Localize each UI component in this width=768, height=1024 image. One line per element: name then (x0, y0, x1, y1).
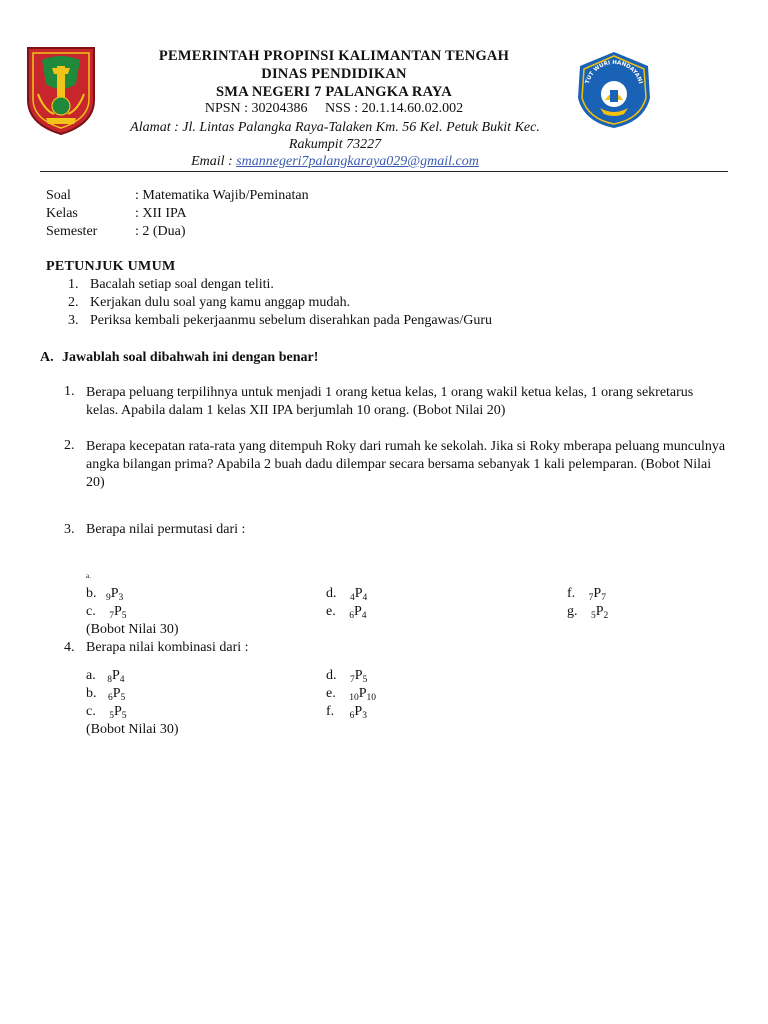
option-symbol: P (358, 686, 367, 701)
letterhead-divider (40, 171, 728, 172)
option-r: 5 (362, 675, 368, 685)
info-semester-label: Semester (46, 224, 98, 239)
q3-option-g (567, 604, 608, 620)
question-4-bobot: (Bobot Nilai 30) (86, 722, 179, 737)
option-r: 5 (121, 711, 127, 721)
question-2-number: 2. (64, 438, 75, 453)
option-letter: b. (86, 686, 97, 701)
option-n: 10 (349, 693, 359, 703)
option-letter: a. (86, 668, 96, 683)
email-label: Email : (191, 154, 233, 169)
option-r: 4 (362, 593, 368, 603)
option-r: 3 (118, 593, 124, 603)
option-symbol: P (593, 586, 602, 601)
option-letter: b. (86, 586, 97, 601)
option-n: 9 (106, 593, 111, 603)
q4-option-f (326, 704, 367, 720)
question-4-number: 4. (64, 640, 75, 655)
option-letter: f. (567, 586, 576, 601)
petunjuk-num-3: 3. (68, 313, 79, 328)
option-letter: f. (326, 704, 335, 719)
option-n: 5 (591, 611, 596, 621)
option-r: 4 (119, 675, 125, 685)
option-n: 6 (108, 693, 113, 703)
option-letter: c. (86, 604, 96, 619)
petunjuk-title: PETUNJUK UMUM (46, 259, 176, 274)
info-soal-value: : Matematika Wajib/Peminatan (135, 188, 309, 203)
question-3-tiny-a: a. (86, 572, 91, 580)
q3-option-e (326, 604, 367, 620)
petunjuk-item-3: Periksa kembali pekerjaanmu sebelum diserahkan pada Pengawas/Guru (90, 313, 492, 328)
petunjuk-num-2: 2. (68, 295, 79, 310)
q4-option-d (326, 668, 367, 684)
section-a-label: A. (40, 350, 54, 365)
info-soal-label: Soal (46, 188, 71, 203)
option-symbol: P (354, 704, 363, 719)
option-symbol: P (354, 668, 363, 683)
option-r: 2 (603, 611, 609, 621)
option-symbol: P (111, 668, 120, 683)
question-3-bobot: (Bobot Nilai 30) (86, 622, 179, 637)
q3-option-f (567, 586, 606, 602)
q3-option-c (86, 604, 127, 620)
q4-option-a (86, 668, 125, 684)
option-n: 4 (350, 593, 355, 603)
question-1-text: Berapa peluang terpilihnya untuk menjadi 1 orang ketua kelas, 1 orang wakil ketua kelas, 1 orang sekretarus kelas. Apabila dalam 1 kelas XII IPA berjumlah 10 orang. (Bobot Nilai 20) (86, 385, 694, 418)
option-n: 5 (109, 711, 114, 721)
option-n: 8 (107, 675, 112, 685)
letterhead-government: PEMERINTAH PROPINSI KALIMANTAN TENGAH (158, 48, 510, 64)
option-symbol: P (113, 704, 122, 719)
q3-option-d (326, 586, 367, 602)
option-r: 4 (361, 611, 367, 621)
option-r: 7 (601, 593, 606, 603)
letterhead-npsn-nss: NPSN : 30204386 NSS : 20.1.14.60.02.002 (204, 101, 464, 116)
tut-wuri-handayani-logo (574, 50, 654, 130)
option-symbol: P (112, 686, 121, 701)
q3-option-b (86, 586, 123, 602)
q4-option-c (86, 704, 127, 720)
petunjuk-item-2: Kerjakan dulu soal yang kamu anggap mudah. (90, 295, 351, 310)
question-3-number: 3. (64, 522, 75, 537)
logo-motto-text: TUT WURI HANDAYANI (584, 59, 644, 85)
letterhead-email (100, 154, 570, 170)
option-symbol: P (353, 604, 362, 619)
q4-option-e (326, 686, 376, 702)
letterhead-school-name: SMA NEGERI 7 PALANGKA RAYA (216, 84, 452, 100)
option-n: 7 (350, 675, 355, 685)
q4-option-b (86, 686, 125, 702)
info-semester-value: : 2 (Dua) (135, 224, 186, 239)
question-2-text: Berapa kecepatan rata-rata yang ditempuh Roky dari rumah ke sekolah. Jika si Roky mberapa peluang munculnya angka bilangan prima? Apabila 2 buah dadu dilempar secara bersama sebanyak 1 kali pelemparan. (Bobot Nilai 20) (86, 439, 726, 490)
info-kelas-value: : XII IPA (135, 206, 187, 221)
option-r: 10 (366, 693, 377, 703)
question-1-number: 1. (64, 384, 75, 399)
info-kelas-label: Kelas (46, 206, 78, 221)
option-n: 7 (109, 611, 114, 621)
email-link[interactable]: smannegeri7palangkaraya029@gmail.com (236, 154, 479, 169)
letterhead-department: DINAS PENDIDIKAN (261, 66, 407, 82)
option-n: 7 (588, 593, 594, 603)
option-letter: d. (326, 586, 337, 601)
question-4-text: Berapa nilai kombinasi dari : (86, 640, 249, 655)
option-letter: g. (567, 604, 578, 619)
option-letter: c. (86, 704, 96, 719)
option-n: 6 (349, 611, 354, 621)
option-symbol: P (354, 586, 363, 601)
provincial-crest-logo (24, 44, 98, 136)
option-symbol: P (595, 604, 604, 619)
option-symbol: P (113, 604, 122, 619)
petunjuk-item-1: Bacalah setiap soal dengan teliti. (90, 277, 274, 292)
option-letter: d. (326, 668, 337, 683)
option-r: 5 (121, 611, 127, 621)
option-r: 3 (362, 711, 367, 721)
petunjuk-num-1: 1. (68, 277, 79, 292)
option-symbol: P (110, 586, 119, 601)
section-a-title: Jawablah soal dibahwah ini dengan benar! (62, 350, 319, 365)
question-3-text: Berapa nilai permutasi dari : (86, 522, 246, 537)
letterhead-address-line2: Rakumpit 73227 (288, 137, 382, 152)
option-r: 5 (120, 693, 126, 703)
option-letter: e. (326, 604, 336, 619)
option-n: 6 (349, 711, 355, 721)
letterhead-address-line1: Alamat : Jl. Lintas Palangka Raya-Talaken Km. 56 Kel. Petuk Bukit Kec. (130, 120, 540, 135)
option-letter: e. (326, 686, 336, 701)
